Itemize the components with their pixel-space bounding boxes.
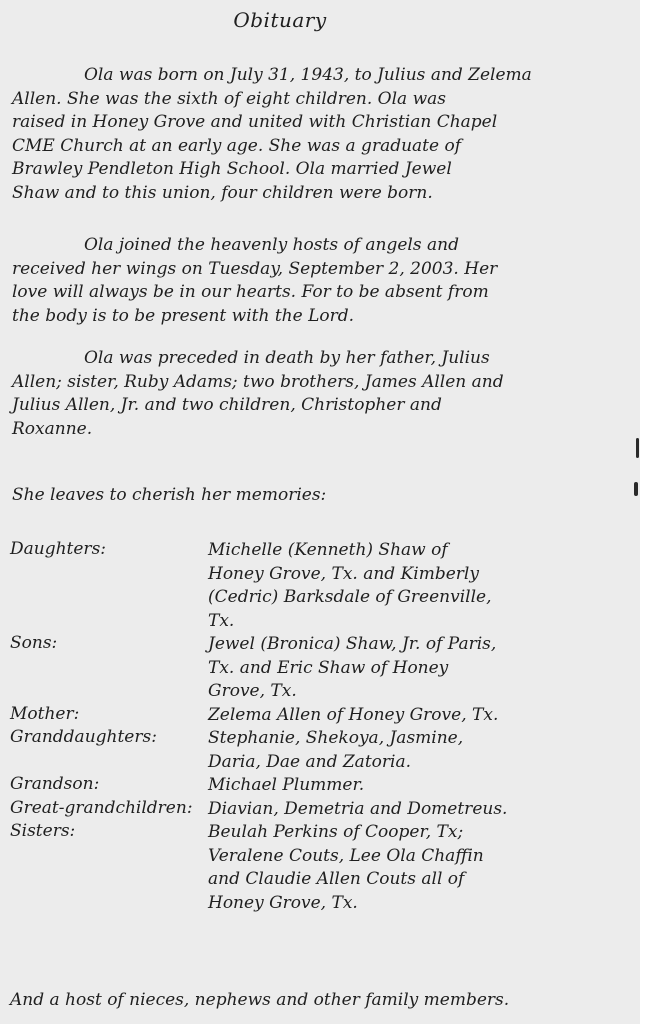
staple-mark xyxy=(636,438,639,458)
survivor-label: Daughters: xyxy=(10,539,107,559)
text-line: Michelle (Kenneth) Shaw of xyxy=(208,540,448,560)
paragraph-birth xyxy=(12,64,622,205)
text-line: Tx. xyxy=(208,610,235,631)
survivor-value xyxy=(208,704,630,728)
text-line: Allen; sister, Ruby Adams; two brothers, James Allen and xyxy=(12,371,504,392)
survivor-label: Grandson: xyxy=(10,774,100,794)
text-line: received her wings on Tuesday, September 2, 2003. Her xyxy=(12,258,498,279)
survivor-value xyxy=(208,633,630,704)
text-line: love will always be in our hearts. For to be absent from xyxy=(12,282,489,302)
text-line: Stephanie, Shekoya, Jasmine, xyxy=(208,728,464,748)
text-line: Tx. and Eric Shaw of Honey xyxy=(208,657,449,678)
survivor-row-sons xyxy=(10,633,630,704)
text-line: Ola was preceded in death by her father, Julius xyxy=(84,348,490,368)
text-line: (Cedric) Barksdale of Greenville, xyxy=(208,587,492,607)
text-line: Ola was born on July 31, 1943, to Julius and Zelema xyxy=(84,65,532,85)
text-line: Brawley Pendleton High School. Ola married Jewel xyxy=(12,159,452,179)
survivor-row-great-grandchildren xyxy=(10,798,630,822)
text-line: CME Church at an early age. She was a graduate of xyxy=(12,135,461,156)
page-title: Obituary xyxy=(233,8,327,32)
survivor-value xyxy=(208,539,630,633)
survivor-value xyxy=(208,727,630,774)
text-line: Michael Plummer. xyxy=(208,775,365,795)
text-line: Zelema Allen of Honey Grove, Tx. xyxy=(208,704,499,725)
survivors-intro: She leaves to cherish her memories: xyxy=(12,485,327,505)
text-line: Beulah Perkins of Cooper, Tx; xyxy=(208,822,464,842)
survivor-row-daughters xyxy=(10,539,630,633)
text-line: Honey Grove, Tx. xyxy=(208,892,358,913)
survivor-row-sisters xyxy=(10,821,630,915)
text-line: raised in Honey Grove and united with Christian Chapel xyxy=(12,112,498,132)
closing-line: And a host of nieces, nephews and other family members. xyxy=(10,990,510,1010)
text-line: the body is to be present with the Lord. xyxy=(12,305,355,326)
survivor-label: Great-grandchildren: xyxy=(10,797,193,818)
text-line: Honey Grove, Tx. and Kimberly xyxy=(208,563,479,584)
text-line: Diavian, Demetria and Dometreus. xyxy=(208,798,508,819)
text-line: Daria, Dae and Zatoria. xyxy=(208,751,411,772)
survivors-list xyxy=(10,539,630,915)
paragraph-preceded xyxy=(12,347,622,441)
survivor-value xyxy=(208,798,630,822)
survivor-row-grandson xyxy=(10,774,630,798)
text-line: Julius Allen, Jr. and two children, Christopher and xyxy=(12,395,442,415)
text-line: Veralene Couts, Lee Ola Chaffin xyxy=(208,845,484,866)
survivor-label: Sisters: xyxy=(10,821,76,841)
text-line: Ola joined the heavenly hosts of angels and xyxy=(84,235,459,255)
survivor-label: Mother: xyxy=(10,703,80,724)
survivor-row-granddaughters xyxy=(10,727,630,774)
text-line: Grove, Tx. xyxy=(208,681,297,701)
survivor-label: Granddaughters: xyxy=(10,727,157,747)
page-edge xyxy=(640,0,654,1024)
survivor-label: Sons: xyxy=(10,633,58,653)
text-line: Allen. She was the sixth of eight children. Ola was xyxy=(12,88,447,109)
text-line: Roxanne. xyxy=(12,418,93,439)
paragraph-passing xyxy=(12,234,622,328)
text-line: and Claudie Allen Couts all of xyxy=(208,869,465,889)
survivor-value xyxy=(208,821,630,915)
text-line: Shaw and to this union, four children were born. xyxy=(12,182,433,203)
text-line: Jewel (Bronica) Shaw, Jr. of Paris, xyxy=(208,634,497,654)
staple-mark xyxy=(634,482,638,496)
survivor-row-mother xyxy=(10,704,630,728)
survivor-value xyxy=(208,774,630,798)
